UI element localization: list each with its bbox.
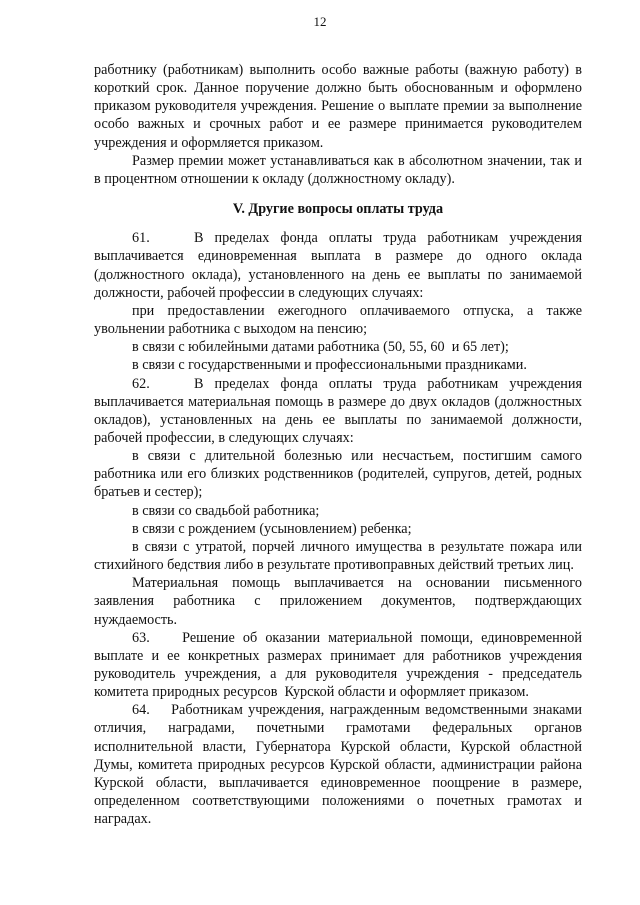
list-item-holidays: в связи с государственными и профессиональными праздниками. — [132, 357, 527, 374]
list-item-property-loss: в связи с утратой, порчей личного имущества в результате пожара или стихийного бедствия либо в результате противоправных действий третьих лиц. — [94, 538, 582, 574]
section-heading: V. Другие вопросы оплаты труда — [232, 201, 444, 218]
paragraph-62: 62. В пределах фонда оплаты труда работникам учреждения выплачивается материальная помощь в размере до двух окладов (должностных окладов), установленных на день ее выплаты по занимаемой должности, рабочей профессии, в следующих случаях: — [94, 375, 582, 446]
page-number: 12 — [313, 14, 327, 29]
paragraph-63: 63. Решение об оказании материальной помощи, единовременной выплате и ее конкретных размерах принимает для работников учреждения руководитель учреждения, а для руководителя учреждения - председатель комитета природных ресурсов Курской области и оформляет приказом. — [94, 629, 582, 701]
list-item-anniversary: в связи с юбилейными датами работника (50, 55, 60 и 65 лет); — [132, 339, 509, 356]
paragraph-premium-size: Размер премии может устанавливаться как в абсолютном значении, так и в процентном отношении к окладу (должностному окладу). — [94, 152, 582, 187]
document-body — [94, 61, 582, 828]
paragraph-64: 64. Работникам учреждения, награжденным ведомственными знаками отличия, наградами, почетными грамотами федеральных органов исполнительной власти, Губернатора Курской области, Курской областной Думы, комитета природных ресурсов Курской области, администрации района Курской области, выплачивается единовременное поощрение в размере, определенном соответствующими положениями о почетных грамотах и наградах. — [94, 702, 582, 828]
paragraph-61: 61. В пределах фонда оплаты труда работникам учреждения выплачивается единовременная выплата в размере до одного оклада (должностного оклада), установленного на день ее выплаты по занимаемой должности, рабочей профессии в следующих случаях: — [94, 230, 582, 301]
list-item-illness: в связи с длительной болезнью или несчастьем, постигшим самого работника или его близких родственников (родителей, супругов, детей, родных братьев и сестер); — [94, 448, 582, 501]
list-item-wedding: в связи со свадьбой работника; — [132, 502, 320, 519]
paragraph-material-aid-basis: Материальная помощь выплачивается на основании письменного заявления работника с приложением документов, подтверждающих нуждаемость. — [94, 575, 582, 628]
paragraph-premium-order: работнику (работникам) выполнить особо важные работы (важную работу) в короткий срок. Данное поручение должно быть обоснованным и оформлено приказом руководителя учреждения. Решение о выплате премии за выполнение особо важных и срочных работ и ее размере принимается руководителем учреждения и оформляется приказом. — [94, 62, 582, 151]
list-item-childbirth: в связи с рождением (усыновлением) ребенка; — [132, 520, 412, 537]
list-item-vacation: при предоставлении ежегодного оплачиваемого отпуска, а также увольнении работника с выходом на пенсию; — [94, 302, 582, 338]
